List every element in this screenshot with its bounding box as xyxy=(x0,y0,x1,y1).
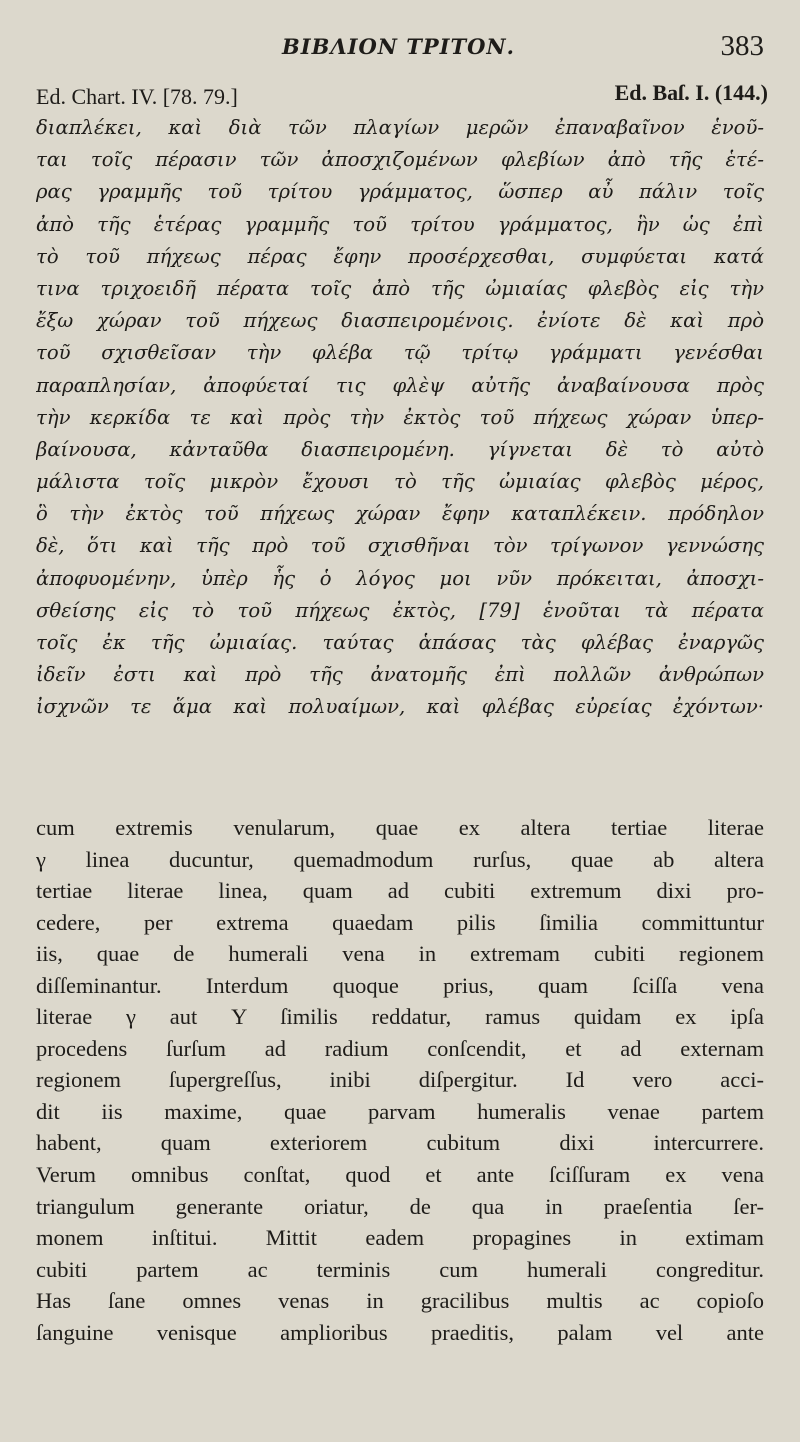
greek-text-line: τοῦ σχισθεῖσαν τὴν φλέβα τῷ τρίτῳ γράμματι γενέσθαι xyxy=(36,341,764,365)
running-title: ΒΙΒΛΙΟΝ ΤΡΙΤΟΝ. xyxy=(282,34,515,59)
latin-text-line: tertiae literae linea, quam ad cubiti extremum dixi pro- xyxy=(36,878,764,904)
latin-text-line: ſanguine venisque amplioribus praeditis, palam vel ante xyxy=(36,1319,764,1345)
greek-text-line: ἀπὸ τῆς ἑτέρας γραμμῆς τοῦ τρίτου γράμματος, ἣν ὡς ἐπὶ xyxy=(36,212,764,236)
greek-text-line: τοῖς ἐκ τῆς ὠμιαίας. ταύτας ἁπάσας τὰς φλέβας ἐναργῶς xyxy=(36,631,764,654)
latin-text-line: cubiti partem ac terminis cum humerali congreditur. xyxy=(36,1256,764,1282)
latin-text-line: habent, quam exteriorem cubitum dixi intercurrere. xyxy=(36,1130,764,1156)
running-head xyxy=(0,30,800,64)
latin-text-line: triangulum generante oriatur, de qua in praeſentia ſer- xyxy=(36,1193,764,1219)
greek-text-line: ἰσχνῶν τε ἅμα καὶ πολυαίμων, καὶ φλέβας εὐρείας ἐχόντων· xyxy=(36,695,764,719)
latin-text-line: cedere, per extrema quaedam pilis ſimilia committuntur xyxy=(36,909,764,935)
latin-text-line: monem inſtitui. Mittit eadem propagines in extimam xyxy=(36,1225,764,1251)
greek-text-line: ἰδεῖν ἐστι καὶ πρὸ τῆς ἀνατομῆς ἐπὶ πολλῶν ἀνθρώπων xyxy=(36,663,764,687)
greek-text-line: παραπλησίαν, ἀποφύεταί τις φλὲψ αὐτῆς ἀναβαίνουσα πρὸς xyxy=(36,373,764,397)
greek-text-line: ρας γραμμῆς τοῦ τρίτου γράμματος, ὥσπερ αὖ πάλιν τοῖς xyxy=(36,180,764,204)
edition-references xyxy=(36,80,768,108)
page-number: 383 xyxy=(720,30,764,62)
latin-text-block xyxy=(36,812,764,1348)
latin-text-line: regionem ſupergreſſus, inibi diſpergitur. Id vero acci- xyxy=(36,1067,764,1093)
greek-text-line: βαίνουσα, κἀνταῦθα διασπειρομένη. γίγνεται δὲ τὸ αὐτὸ xyxy=(36,437,764,461)
latin-text-line: iis, quae de humerali vena in extremam cubiti regionem xyxy=(36,941,764,967)
greek-text-line: ὃ τὴν ἐκτὸς τοῦ πήχεως χώραν ἔφην καταπλέκειν. πρόδηλον xyxy=(36,502,764,526)
latin-text-line: Verum omnibus conſtat, quod et ante ſciſſuram ex vena xyxy=(36,1162,764,1188)
greek-text-line: τὴν κερκίδα τε καὶ πρὸς τὴν ἐκτὸς τοῦ πήχεως χώραν ὑπερ- xyxy=(36,405,764,429)
greek-text-line: ται τοῖς πέρασιν τῶν ἀποσχιζομένων φλεβίων ἀπὸ τῆς ἑτέ- xyxy=(36,148,764,172)
latin-text-line: Has ſane omnes venas in gracilibus multis ac copioſo xyxy=(36,1288,764,1314)
latin-text-line: γ linea ducuntur, quemadmodum rurſus, quae ab altera xyxy=(36,846,764,872)
greek-text-line: διαπλέκει, καὶ διὰ τῶν πλαγίων μερῶν ἐπαναβαῖνον ἑνοῦ- xyxy=(36,116,764,139)
greek-text-line: ἀποφυομένην, ὑπὲρ ἧς ὁ λόγος μοι νῦν πρόκειται, ἀποσχι- xyxy=(36,566,764,590)
edition-chartier-reference: Ed. Chart. IV. [78. 79.] xyxy=(36,84,238,109)
greek-text-line: τὸ τοῦ πήχεως πέρας ἔφην προσέρχεσθαι, συμφύεται κατά xyxy=(36,244,764,268)
greek-text-line: μάλιστα τοῖς μικρὸν ἔχουσι τὸ τῆς ὠμιαίας φλεβὸς μέρος, xyxy=(36,470,764,494)
greek-text-line: δὲ, ὅτι καὶ τῆς πρὸ τοῦ σχισθῆναι τὸν τρίγωνον γεννώσης xyxy=(36,534,764,558)
greek-text-line: σθείσης εἰς τὸ τοῦ πήχεως ἐκτὸς, [79] ἑνοῦται τὰ πέρατα xyxy=(36,598,764,622)
latin-text-line: diſſeminantur. Interdum quoque prius, quam ſciſſa vena xyxy=(36,972,764,998)
edition-basel-reference: Ed. Baſ. I. (144.) xyxy=(614,80,768,105)
greek-text-line: ἔξω χώραν τοῦ πήχεως διασπειρομένοις. ἐνίοτε δὲ καὶ πρὸ xyxy=(36,309,764,333)
latin-text-line: literae γ aut Υ ſimilis reddatur, ramus quidam ex ipſa xyxy=(36,1004,764,1030)
latin-text-line: dit iis maxime, quae parvam humeralis venae partem xyxy=(36,1098,764,1124)
greek-text-block xyxy=(36,112,764,724)
latin-text-line: procedens ſurſum ad radium conſcendit, et ad externam xyxy=(36,1035,764,1061)
latin-text-line: cum extremis venularum, quae ex altera tertiae literae xyxy=(36,815,764,840)
greek-text-line: τινα τριχοειδῆ πέρατα τοῖς ἀπὸ τῆς ὠμιαίας φλεβὸς εἰς τὴν xyxy=(36,276,764,300)
